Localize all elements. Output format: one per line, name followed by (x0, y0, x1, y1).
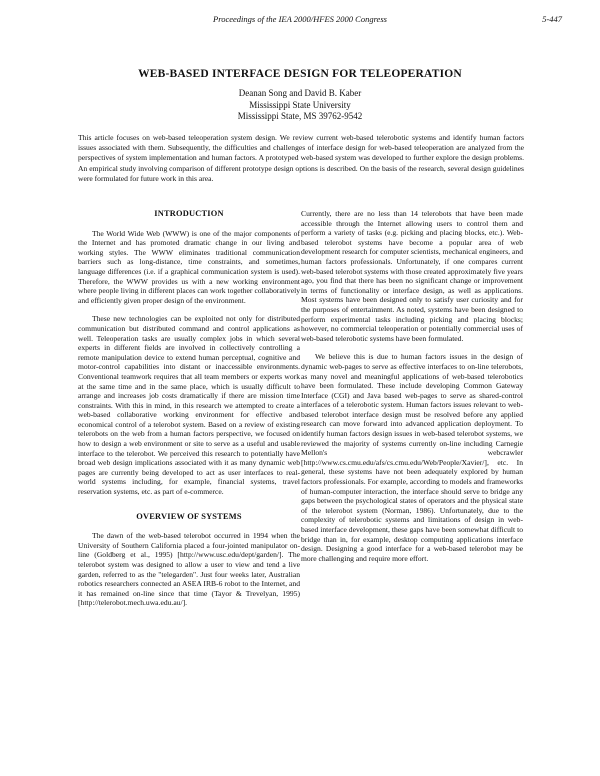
paper-title: WEB-BASED INTERFACE DESIGN FOR TELEOPERATION (138, 68, 462, 80)
section-heading-introduction: INTRODUCTION (154, 209, 224, 218)
overview-paragraph: We believe this is due to human factors issues in the design of dynamic web-pages to serve as effective interfaces to on-line telerobots, as many novel and meaningful applications of web-based telerobotics have been formulated. These include developing Common Gateway Interface (CGI) and Java based web-pages to serve as shared-control interfaces of a telerobotic system. Human factors issues relevant to web-based telerobot interface design must be resolved before any applied research can move forward into advanced application deployment. To identify human factors design issues in web-based telerobot systems, we reviewed the majority of systems currently on-line including Carnegie Mellon's webcrawler [http://www.cs.cmu.edu/afs/cs.cmu.edu/Web/People/Xavier/], etc. In general, these systems have not been adequately explored by human factors professionals. For example, according to models and frameworks of human-computer interaction, the interface should serve to bridge any gaps between the psychological states of operators and the physical state of the telerobot system (Norman, 1986). Unfortunately, due to the complexity of telerobotic systems and limitations of design in web-based interface development, these gaps have been somewhat difficult to bridge than in, for example, desktop computing applications interface design. Designing a good interface for a web-based telerobot may be more challenging and require more effort. (301, 352, 523, 563)
left-column (78, 209, 300, 617)
page-number: 5-447 (542, 14, 562, 24)
section-heading-overview: OVERVIEW OF SYSTEMS (136, 511, 242, 521)
author-names: Deanan Song and David B. Kaber (238, 88, 362, 98)
author-block (0, 88, 600, 123)
running-head: Proceedings of the IEA 2000/HFES 2000 Congress (213, 14, 387, 24)
author-affiliation: Mississippi State University (249, 99, 351, 110)
author-address: Mississippi State, MS 39762-9542 (237, 111, 363, 121)
overview-paragraph: The dawn of the web-based telerobot occurred in 1994 when the University of Southern California placed a four-jointed manipulator on-line (Goldberg et al., 1995) [http://www.usc.edu/dept/garden/]. The telerobot system was designed to allow a user to view and tend a live garden, referred to as the "telegarden". Just four weeks later, Australian robotics researchers connected an ASEA IRB-6 robot to the Internet, and it has remained on-line since that time (Tayor & Trevelyan, 1995) [http://telerobot.mech.uwa.edu.au/]. (78, 531, 300, 608)
intro-paragraph: These new technologies can be exploited not only for distributed communication but distributed command and control applications as well. Teleoperation tasks are usually complex jobs in which several experts in different fields are involved in collectively controlling a remote manipulation device to extend human perceptual, cognitive and motor-control capabilities into distant or inaccessible environments. Conventional teamwork requires that all team members or experts work at the same time and in the same place, which is usually difficult to arrange and increases job costs dramatically if there are mission time constraints. With this in mind, in this research we attempted to create a web-based collaborative working environment for effective and economical control of a telerobot system. Based on a review of existing telerobots on the web from a human factors perspective, we focused on how to design a web environment or site to serve as a useful and usable interface to the telerobot. We perceived this research to potentially have broad web design implications associated with it as many dynamic web pages are currently being developed to act as user interfaces to real-world systems including, for example, financial systems, travel reservation systems, etc. as part of e-commerce. (78, 314, 300, 497)
right-column (301, 209, 523, 572)
intro-paragraph: The World Wide Web (WWW) is one of the major components of the Internet and has promoted dramatic change in our living and working styles. The WWW eliminates traditional communication barriers such as long-distance, time constraints, and sometimes, language differences (i.e. if a graphical communication system is used). Therefore, the WWW provides us with a new working environment where people living in different places can work together collaboratively and efficiently given proper design of the environment. (78, 228, 300, 305)
abstract: This article focuses on web-based teleoperation system design. We review current web-based telerobotic systems and identify human factors issues associated with them. Subsequently, the difficulties and challenges of interface design for web-based teleoperation are analyzed from the perspectives of system implementation and human factors. A prototyped web-based system was developed to further explore the design problems. An empirical study involving comparison of different prototype design options is described. On the basis of the research, several design guidelines were formulated for future work in this area. (78, 133, 524, 183)
overview-paragraph: Currently, there are no less than 14 telerobots that have been made accessible through the Internet allowing users to control them and perform a variety of tasks (e.g. picking and placing blocks, etc.). Web-based telerobot systems have become a popular area of web development research for computer scientists, mechanical engineers, and human factors professionals. Unfortunately, if one compares current web-based telerobot systems with those created approximately five years ago, you find that there has been no significant change or improvement in terms of functionality or interface design, as well as applications. Most systems have been designed only to satisfy user curiosity and for the purposes of entertainment. As noted, systems have been designed to perform experimental tasks including picking and placing blocks; however, no commercial teleoperation or potentially commercial uses of web-based telerobotic systems have been formulated. (301, 209, 523, 343)
